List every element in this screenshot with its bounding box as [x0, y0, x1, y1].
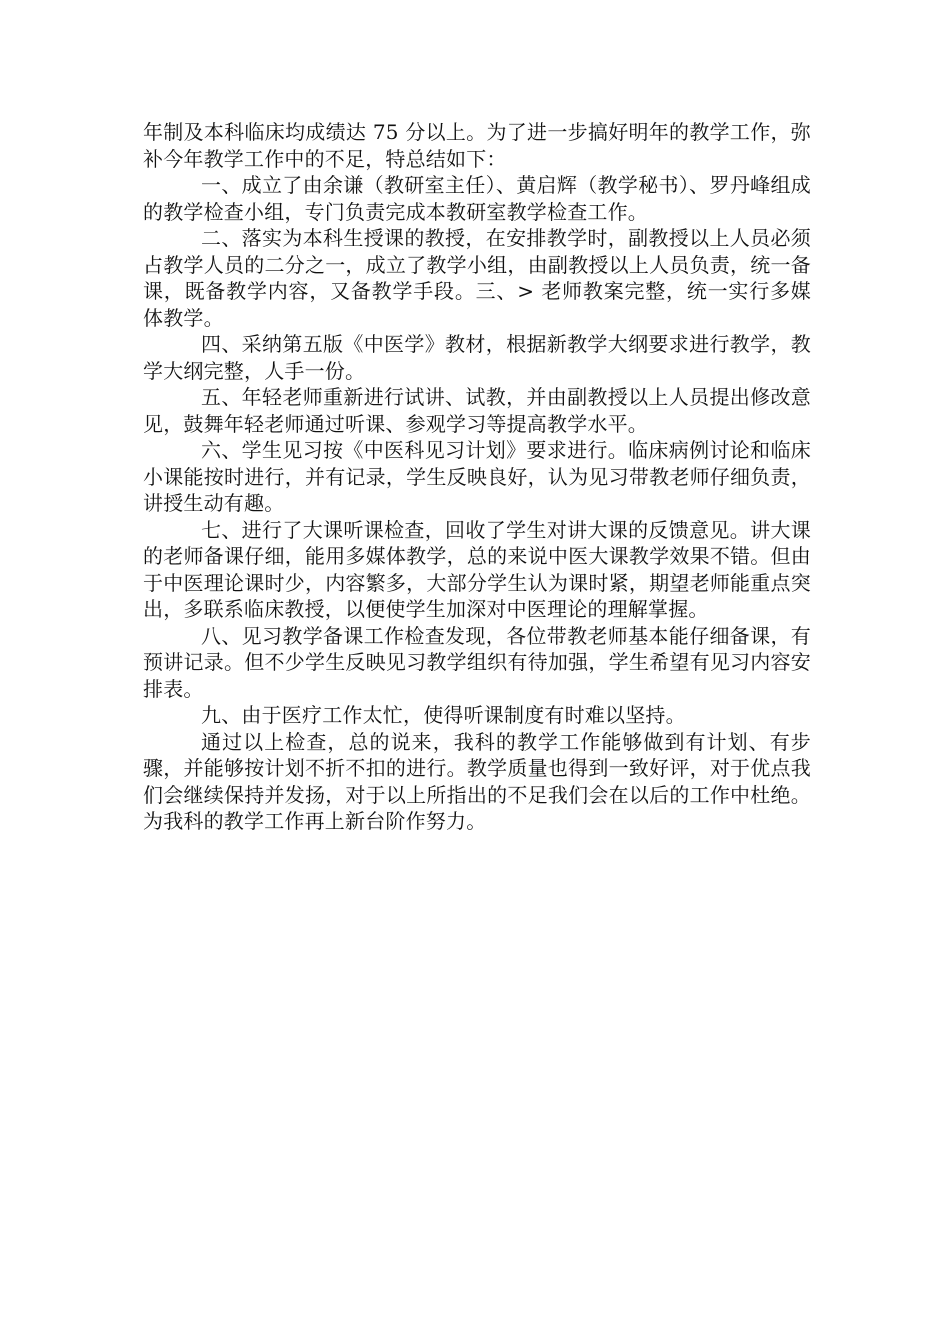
paragraph-item-8: 八、见习教学备课工作检查发现，各位带教老师基本能仔细备课，有预讲记录。但不少学生反映见习教学组织有待加强，学生希望有见习内容安排表。 [143, 623, 811, 701]
paragraph-item-9: 九、由于医疗工作太忙，使得听课制度有时难以坚持。 [201, 703, 686, 727]
paragraph-conclusion: 通过以上检查，总的说来，我科的教学工作能够做到有计划、有步骤，并能够按计划不折不扣的进行。教学质量也得到一致好评，对于优点我们会继续保持并发扬，对于以上所指出的不足我们会在以后的工作中杜绝。为我科的教学工作再上新台阶作努力。 [143, 729, 811, 833]
paragraph-item-2: 二、落实为本科生授课的教授，在安排教学时，副教授以上人员必须占教学人员的二分之一，成立了教学小组，由副教授以上人员负责，统一备课，既备教学内容，又备教学手段。三、> 老师教案完整，统一实行多媒体教学。 [143, 226, 811, 330]
document-body [143, 119, 811, 835]
paragraph-intro: 年制及本科临床均成绩达 75 分以上。为了进一步搞好明年的教学工作，弥补今年教学工作中的不足，特总结如下： [143, 120, 811, 171]
paragraph-item-1: 一、成立了由余谦（教研室主任）、黄启辉（教学秘书）、罗丹峰组成的教学检查小组，专门负责完成本教研室教学检查工作。 [143, 173, 811, 224]
paragraph-item-5: 五、年轻老师重新进行试讲、试教，并由副教授以上人员提出修改意见，鼓舞年轻老师通过听课、参观学习等提高教学水平。 [143, 385, 811, 436]
paragraph-item-6: 六、学生见习按《中医科见习计划》要求进行。临床病例讨论和临床小课能按时进行，并有记录，学生反映良好，认为见习带教老师仔细负责，讲授生动有趣。 [143, 438, 811, 515]
paragraph-item-7: 七、进行了大课听课检查，回收了学生对讲大课的反馈意见。讲大课的老师备课仔细，能用多媒体教学，总的来说中医大课教学效果不错。但由于中医理论课时少，内容繁多，大部分学生认为课时紧，期望老师能重点突出，多联系临床教授，以便使学生加深对中医理论的理解掌握。 [143, 517, 811, 621]
paragraph-item-4: 四、采纳第五版《中医学》教材，根据新教学大纲要求进行教学，教学大纲完整，人手一份。 [143, 332, 811, 383]
